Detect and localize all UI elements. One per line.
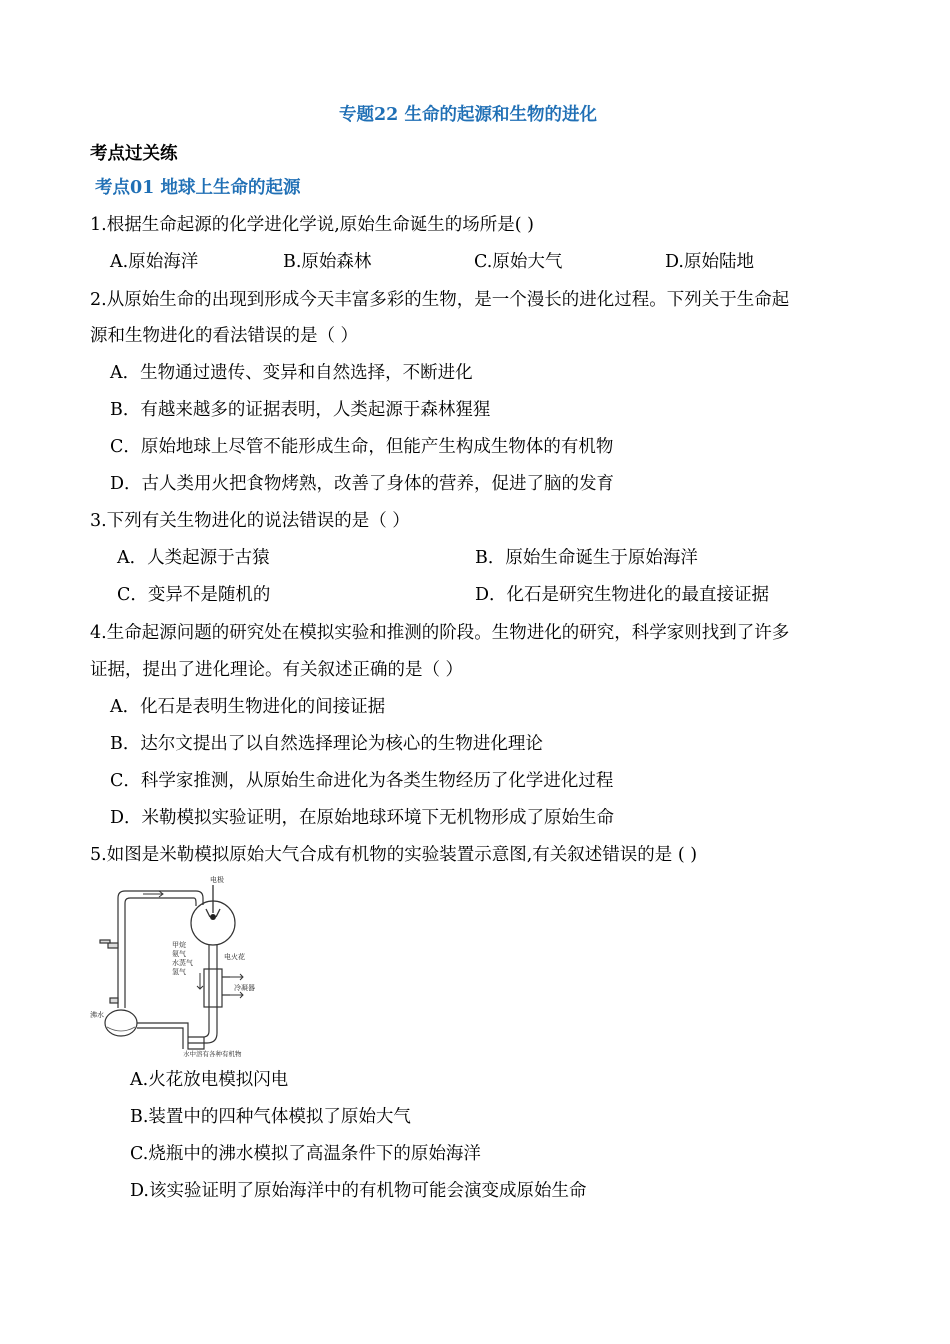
label-gas-4: 氢气 xyxy=(172,968,186,976)
label-electrode: 电极 xyxy=(210,876,224,884)
subsection-heading: 考点01 地球上生命的起源 xyxy=(95,178,301,198)
q5-option-b: B.装置中的四种气体模拟了原始大气 xyxy=(130,1107,411,1127)
label-gas-2: 氨气 xyxy=(172,950,186,958)
q2-option-c: C．原始地球上尽管不能形成生命，但能产生构成生物体的有机物 xyxy=(110,437,614,457)
q5-option-a: A.火花放电模拟闪电 xyxy=(130,1070,289,1090)
miller-apparatus-diagram xyxy=(88,873,268,1058)
q1-option-d: D.原始陆地 xyxy=(665,252,754,272)
label-spark: 电火花 xyxy=(224,953,245,961)
section-heading: 考点过关练 xyxy=(90,144,178,164)
q1-option-b: B.原始森林 xyxy=(283,252,372,272)
q3-option-a: A．人类起源于古猿 xyxy=(117,548,270,568)
label-gas-1: 甲烷 xyxy=(172,941,186,949)
label-boiling-water: 沸水 xyxy=(90,1011,104,1019)
label-gas-3: 水蒸气 xyxy=(172,959,193,967)
q3-stem: 3.下列有关生物进化的说法错误的是（ ） xyxy=(90,511,410,531)
page-title: 专题22 生命的起源和生物的进化 xyxy=(339,105,597,125)
q2-stem-line1: 2.从原始生命的出现到形成今天丰富多彩的生物，是一个漫长的进化过程。下列关于生命起 xyxy=(90,290,790,310)
q2-option-a: A．生物通过遗传、变异和自然选择，不断进化 xyxy=(110,363,473,383)
q4-option-a: A．化石是表明生物进化的间接证据 xyxy=(110,697,386,717)
q4-stem-line2: 证据，提出了进化理论。有关叙述正确的是（ ） xyxy=(90,660,464,680)
q3-option-d: D．化石是研究生物进化的最直接证据 xyxy=(475,585,770,605)
label-bottom: 水中溶有各种有机物 xyxy=(183,1050,242,1058)
label-condenser: 冷凝器 xyxy=(234,984,255,992)
q2-option-d: D．古人类用火把食物烤熟，改善了身体的营养，促进了脑的发育 xyxy=(110,474,615,494)
q4-option-c: C．科学家推测，从原始生命进化为各类生物经历了化学进化过程 xyxy=(110,771,614,791)
q3-option-c: C．变异不是随机的 xyxy=(117,585,271,605)
q4-option-d: D．米勒模拟实验证明，在原始地球环境下无机物形成了原始生命 xyxy=(110,808,615,828)
q5-stem: 5.如图是米勒模拟原始大气合成有机物的实验装置示意图,有关叙述错误的是 ( ) xyxy=(90,845,698,865)
q1-option-a: A.原始海洋 xyxy=(110,252,199,272)
q4-option-b: B．达尔文提出了以自然选择理论为核心的生物进化理论 xyxy=(110,734,543,754)
q5-option-d: D.该实验证明了原始海洋中的有机物可能会演变成原始生命 xyxy=(130,1181,587,1201)
q1-option-c: C.原始大气 xyxy=(474,252,563,272)
q1-stem: 1.根据生命起源的化学进化学说,原始生命诞生的场所是( ) xyxy=(90,215,534,235)
spark-icon xyxy=(210,914,216,920)
q3-option-b: B．原始生命诞生于原始海洋 xyxy=(475,548,698,568)
q5-option-c: C.烧瓶中的沸水模拟了高温条件下的原始海洋 xyxy=(130,1144,481,1164)
q2-stem-line2: 源和生物进化的看法错误的是（ ） xyxy=(90,326,359,346)
q4-stem-line1: 4.生命起源问题的研究处在模拟实验和推测的阶段。生物进化的研究，科学家则找到了许多 xyxy=(90,623,790,643)
q2-option-b: B．有越来越多的证据表明，人类起源于森林猩猩 xyxy=(110,400,491,420)
